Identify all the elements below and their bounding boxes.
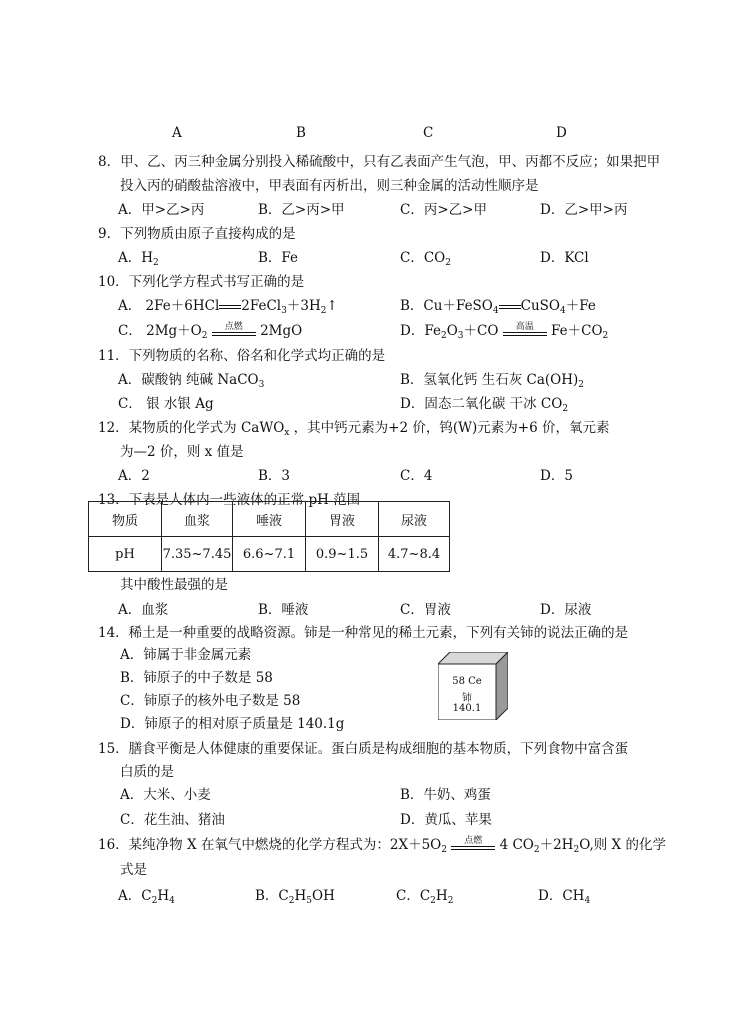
q13-stem: 13．下表是人体内一些液体的正常 pH 范围 (98, 492, 361, 508)
q11-option-a: A．碳酸钠 纯碱 NaCO$_3$ (118, 372, 265, 390)
cell-number-symbol: 58 Ce (452, 676, 482, 687)
q15-option-c: C．花生油、猪油 (120, 812, 225, 828)
equals-sign-icon (219, 302, 241, 312)
q10-option-c: C． $2Mg+O_2$ 点燃 2MgO (118, 321, 303, 341)
top-label-d: D (556, 125, 567, 141)
q16-option-a: A．$C_2H_4$ (118, 888, 175, 906)
reaction-condition: 点燃 (451, 839, 495, 853)
top-label-a: A (172, 125, 182, 141)
table-cell: 0.9~1.5 (306, 537, 379, 572)
table-row (89, 537, 450, 572)
q16-option-d: D．$CH_4$ (538, 888, 591, 906)
equals-sign-icon (499, 302, 521, 312)
table-cell: pH (89, 537, 162, 572)
top-label-c: C (423, 125, 434, 141)
q11-option-c: C． 银 水银 Ag (118, 396, 214, 412)
q12-option-d: D．5 (540, 468, 573, 484)
q9-stem: 9．下列物质由原子直接构成的是 (98, 226, 296, 242)
table-header-cell: 物质 (89, 502, 162, 537)
q15-option-a: A．大米、小麦 (120, 787, 211, 803)
q11-option-d: D．固态二氧化碳 干冰 $CO_2$ (400, 396, 569, 414)
top-label-b: B (296, 125, 306, 141)
reaction-condition: 高温 (503, 325, 547, 339)
q15-stem-line2: 白质的是 (120, 764, 174, 780)
q12-option-c: C．4 (400, 468, 433, 484)
table-header-cell: 血浆 (162, 502, 233, 537)
q14-option-d: D．铈原子的相对原子质量是 140.1g (120, 716, 345, 732)
q8-option-a: A．甲>乙>丙 (118, 202, 205, 218)
q10-stem: 10．下列化学方程式书写正确的是 (98, 274, 305, 290)
q12-stem-line1: 12．某物质的化学式为 CaWO$_x$ ，其中钙元素为+2 价，钨(W)元素为+6 价，氧元素 (98, 420, 610, 438)
q8-option-b: B．乙>丙>甲 (258, 202, 345, 218)
q10-option-b: B．Cu＋FeSO$_4$ CuSO$_4$＋Fe (400, 298, 596, 316)
q13-option-b: B．唾液 (258, 602, 309, 618)
reaction-condition: 点燃 (212, 325, 256, 339)
q12-option-b: B．3 (258, 468, 291, 484)
table-header-cell: 胃液 (306, 502, 379, 537)
q8-option-c: C．丙>乙>甲 (400, 202, 487, 218)
element-cell-cerium (438, 652, 508, 720)
q13-option-d: D．尿液 (540, 602, 592, 618)
q14-stem: 14．稀土是一种重要的战略资源。铈是一种常见的稀土元素，下列有关铈的说法正确的是 (98, 625, 629, 641)
q12-stem-line2: 为—2 价，则 x 值是 (120, 444, 244, 460)
q10-option-d: D．$Fe_2O_3+CO$ 高温 $Fe+CO_2$ (400, 321, 609, 341)
q8-option-d: D．乙>甲>丙 (540, 202, 628, 218)
q16-option-b: B．$C_2H_5OH$ (255, 888, 335, 906)
q9-option-a: A．$H_2$ (118, 250, 159, 268)
q8-stem-line1: 8．甲、乙、丙三种金属分别投入稀硫酸中，只有乙表面产生气泡，甲、丙都不反应；如果把甲 (98, 154, 661, 170)
q15-stem-line1: 15．膳食平衡是人体健康的重要保证。蛋白质是构成细胞的基本物质，下列食物中富含蛋 (98, 741, 629, 757)
q13-follow: 其中酸性最强的是 (120, 577, 228, 593)
ph-table (88, 501, 450, 572)
q14-option-b: B．铈原子的中子数是 58 (120, 670, 273, 686)
q9-option-c: C．$CO_2$ (400, 250, 451, 268)
q14-option-c: C．铈原子的核外电子数是 58 (120, 693, 301, 709)
q14-option-a: A．铈属于非金属元素 (120, 647, 252, 663)
q16-stem-line1: 16．某纯净物 X 在氧气中燃烧的化学方程式为：$2X+5O_2$ 点燃 4 $CO_2+2H_2O$,则 X 的化学 (98, 835, 666, 855)
table-cell: 6.6~7.1 (233, 537, 306, 572)
table-cell: 4.7~8.4 (379, 537, 450, 572)
q9-option-d: D．KCl (540, 250, 589, 266)
table-header-cell: 唾液 (233, 502, 306, 537)
table-header-cell: 尿液 (379, 502, 450, 537)
q12-option-a: A．2 (118, 468, 150, 484)
cell-name: 铈 (462, 693, 472, 704)
q16-stem-line2: 式是 (120, 862, 147, 878)
q13-option-a: A．血浆 (118, 602, 169, 618)
q11-stem: 11．下列物质的名称、俗名和化学式均正确的是 (98, 348, 386, 364)
q8-stem-line2: 投入丙的硝酸盐溶液中，甲表面有丙析出，则三种金属的活动性顺序是 (120, 178, 539, 194)
q15-option-b: B．牛奶、鸡蛋 (400, 787, 491, 803)
q10-option-a: A． 2Fe＋6HCl $2FeCl_3+3H_2↑$ (118, 298, 338, 316)
table-cell: 7.35~7.45 (162, 537, 233, 572)
q13-option-c: C．胃液 (400, 602, 451, 618)
q9-option-b: B．Fe (258, 250, 299, 266)
q11-option-b: B．氢氧化钙 生石灰 $Ca(OH)_2$ (400, 372, 584, 390)
q15-option-d: D．黄瓜、苹果 (400, 812, 492, 828)
table-row (89, 502, 450, 537)
cell-mass: 140.1 (452, 703, 482, 714)
q16-option-c: C．$C_2H_2$ (396, 888, 454, 906)
